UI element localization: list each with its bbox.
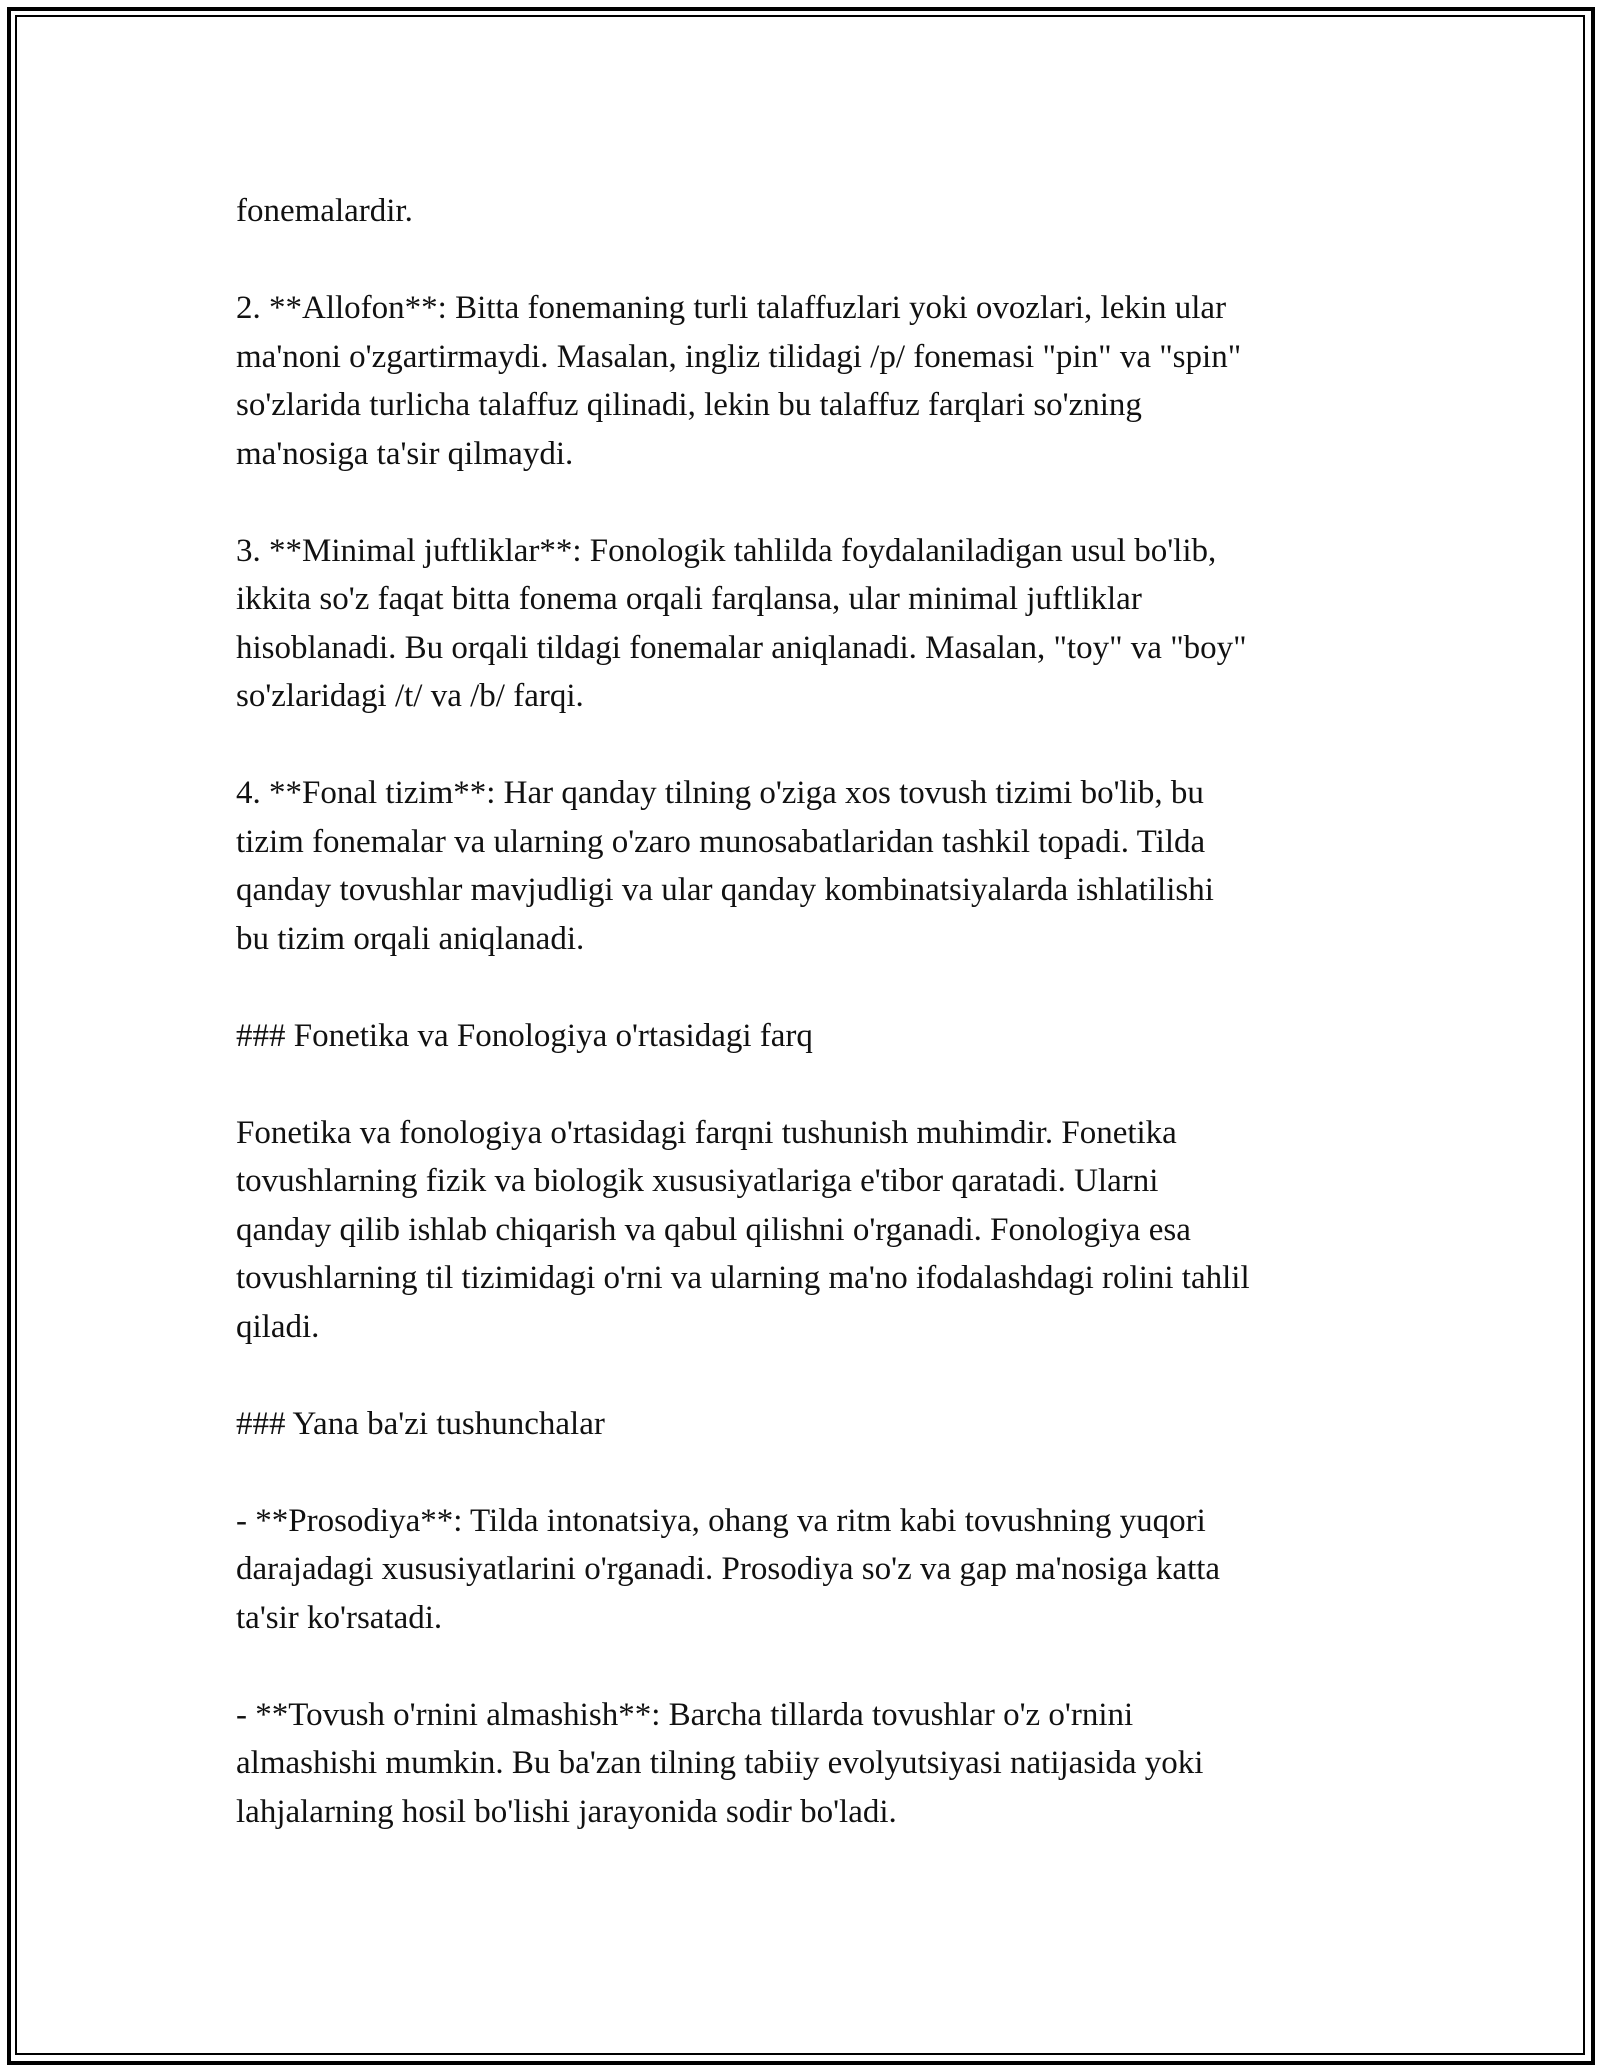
- heading-tushunchalar: ### Yana ba'zi tushunchalar: [236, 1405, 605, 1442]
- paragraph-minimal-juftliklar: 3. **Minimal juftliklar**: Fonologik tahlilda foydalaniladigan usul bo'lib, ikkita so'z faqat bitta fonema orqali farqlansa, ular minimal juftliklar hisoblanadi. Bu orqali tildagi fonemalar aniqlanadi. Masalan, "toy" va "boy" so'zlaridagi /t/ va /b/ farqi.: [236, 532, 1247, 714]
- paragraph-fonal-tizim: 4. **Fonal tizim**: Har qanday tilning o'ziga xos tovush tizimi bo'lib, bu tizim fonemalar va ularning o'zaro munosabatlaridan tashkil topadi. Tilda qanday tovushlar mavjudligi va ular qanday kombinatsiyalarda ishlatilishi bu tizim orqali aniqlanadi.: [236, 775, 1214, 957]
- list-item-tovush-almashish: - **Tovush o'rnini almashish**: Barcha tillarda tovushlar o'z o'rnini almashishi mumkin. Bu ba'zan tilning tabiiy evolyutsiyasi natijasida yoki lahjalarning hosil bo'lishi jarayonida sodir bo'ladi.: [236, 1696, 1204, 1830]
- paragraph-allofon: 2. **Allofon**: Bitta fonemaning turli talaffuzlari yoki ovozlari, lekin ular ma'noni o'zgartirmaydi. Masalan, ingliz tilidagi /p/ fonemasi "pin" va "spin" so'zlarida turlicha talaffuz qilinadi, lekin bu talaffuz farqlari so'zning ma'nosiga ta'sir qilmaydi.: [236, 290, 1242, 472]
- paragraph-fonetika-fonologiya: Fonetika va fonologiya o'rtasidagi farqni tushunish muhimdir. Fonetika tovushlarning fizik va biologik xususiyatlariga e'tibor qaratadi. Ularni qanday qilib ishlab chiqarish va qabul qilishni o'rganadi. Fonologiya esa tovushlarning til tizimidagi o'rni va ularning ma'no ifodalashdagi rolini tahlil qiladi.: [236, 1114, 1250, 1345]
- paragraph-continuation: fonemalardir.: [236, 193, 413, 229]
- document-body: [236, 187, 1376, 1885]
- list-item-prosodiya: - **Prosodiya**: Tilda intonatsiya, ohang va ritm kabi tovushning yuqori darajadagi xususiyatlarini o'rganadi. Prosodiya so'z va gap ma'nosiga katta ta'sir ko'rsatadi.: [236, 1502, 1221, 1636]
- heading-fonetika-fonologiya: ### Fonetika va Fonologiya o'rtasidagi farq: [236, 1017, 813, 1054]
